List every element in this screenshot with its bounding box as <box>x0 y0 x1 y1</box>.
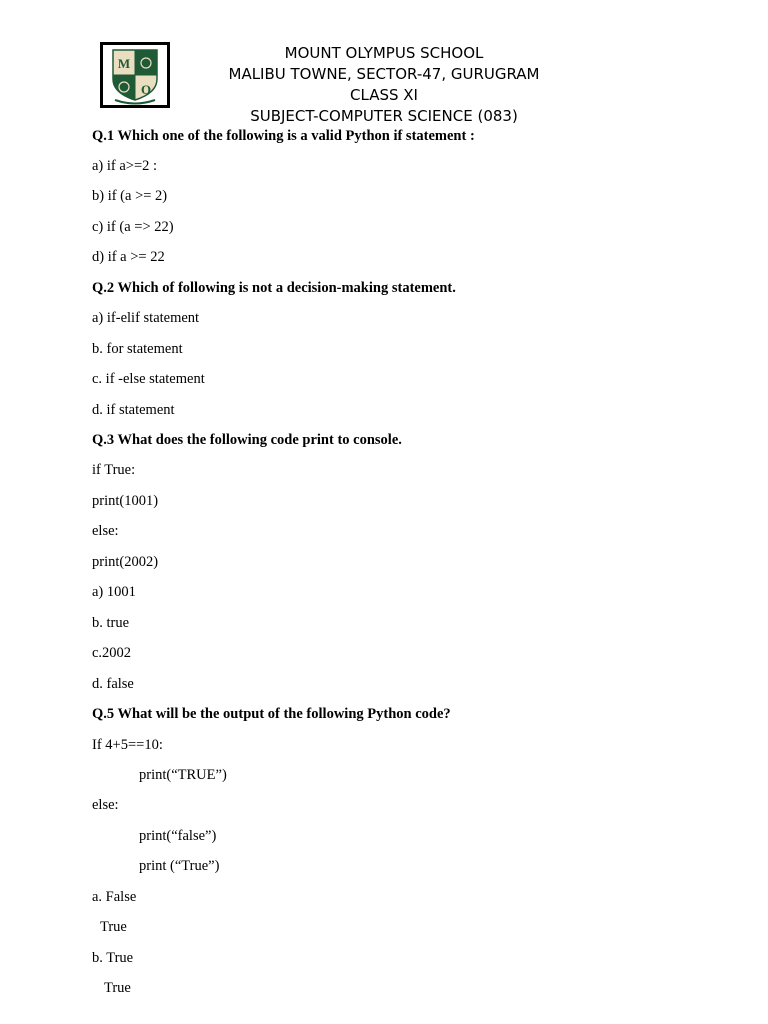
school-logo <box>100 42 170 108</box>
document-header <box>200 43 568 127</box>
code-line: else: <box>92 797 119 813</box>
option-3d: d. false <box>92 676 134 692</box>
option-2b: b. for statement <box>92 341 183 357</box>
option-5b-line2: True <box>104 980 131 996</box>
subject-label: SUBJECT-COMPUTER SCIENCE (083) <box>250 107 518 125</box>
option-1b: b) if (a >= 2) <box>92 188 168 204</box>
option-3a: a) 1001 <box>92 584 136 600</box>
school-address: MALIBU TOWNE, SECTOR-47, GURUGRAM <box>228 65 540 83</box>
code-line: else: <box>92 523 119 539</box>
question-2: Q.2 Which of following is not a decision-making statement. <box>92 280 456 296</box>
code-line: print(2002) <box>92 554 159 570</box>
school-name: MOUNT OLYMPUS SCHOOL <box>284 44 484 62</box>
code-line: print(1001) <box>92 493 159 509</box>
option-5a: a. False <box>92 889 137 905</box>
question-3: Q.3 What does the following code print to console. <box>92 432 402 448</box>
class-label: CLASS XI <box>350 86 418 104</box>
svg-text:M: M <box>117 56 131 71</box>
option-5b: b. True <box>92 950 134 966</box>
option-3b: b. true <box>92 615 130 631</box>
svg-text:O: O <box>140 82 152 97</box>
question-5: Q.5 What will be the output of the following Python code? <box>92 706 451 722</box>
code-line: print (“True”) <box>139 858 220 874</box>
option-1c: c) if (a => 22) <box>92 219 174 235</box>
option-1a: a) if a>=2 : <box>92 158 158 174</box>
code-line: print(“TRUE”) <box>139 767 227 783</box>
question-1: Q.1 Which one of the following is a valid Python if statement : <box>92 128 475 144</box>
option-1d: d) if a >= 22 <box>92 249 165 265</box>
code-line: print(“false”) <box>139 828 217 844</box>
option-2a: a) if-elif statement <box>92 310 200 326</box>
code-line: if True: <box>92 462 136 478</box>
option-5a-line2: True <box>100 919 127 935</box>
option-2c: c. if -else statement <box>92 371 205 387</box>
option-2d: d. if statement <box>92 402 175 418</box>
code-line: If 4+5==10: <box>92 737 163 753</box>
option-3c: c.2002 <box>92 645 132 661</box>
